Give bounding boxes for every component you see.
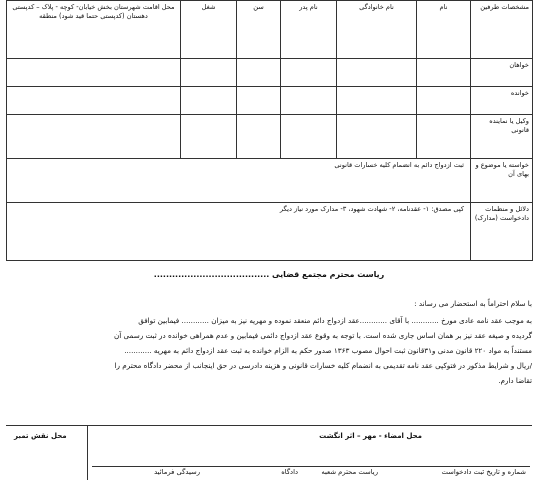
letter-line: گردیده و صیغه عقد نیز بر همان اساس جاری شده است. با توجه به وقوع عقد ازدواج دائمی فیمابین و عدم همراهی خوانده در ثبت رسمی آن — [114, 331, 532, 340]
parties-table — [6, 0, 533, 261]
letter-line: /ریال و شرایط مذکور در فتوکپی عقد نامه تقدیمی به انضمام کلیه خسارات قانونی و هزینه دادرسی در حق اینجانب از محضر دادگاه محترم را — [114, 361, 532, 370]
table-row-evidence — [7, 203, 533, 261]
claim-value[interactable]: ثبت ازدواج دائم به انضمام کلیه خسارات قانونی — [7, 159, 471, 203]
petition-form — [6, 0, 532, 480]
lawyer-address-field[interactable] — [7, 115, 181, 159]
letter-greeting: با سلام احتراماً به استحضار می رساند : — [414, 299, 532, 308]
letter-line: تقاضا دارم. — [498, 376, 532, 385]
signature-label: محل امضاء - مهر – اثر انگشت — [319, 432, 422, 440]
header-first-name: نام — [417, 1, 471, 59]
registration-branch: ریاست محترم شعبه — [321, 468, 378, 476]
plaintiff-last-name-field[interactable] — [337, 59, 417, 87]
registration-court: دادگاه — [281, 468, 298, 476]
registration-referral: رسیدگی فرمائید — [154, 468, 200, 476]
lawyer-father-name-field[interactable] — [281, 115, 337, 159]
plaintiff-father-name-field[interactable] — [281, 59, 337, 87]
registration-strip — [92, 466, 530, 480]
lawyer-job-field[interactable] — [181, 115, 237, 159]
header-address: محل اقامت شهرستان بخش خیابان- کوچه - پلاک – کدپستی دهستان (کدپستی حتما قید شود) منطقه — [7, 1, 181, 59]
evidence-value[interactable]: کپی مصدق: ۱- عقدنامه، ۲- شهادت شهود، ۳- مدارک مورد نیاز دیگر — [7, 203, 471, 261]
lawyer-last-name-field[interactable] — [337, 115, 417, 159]
table-row-claim — [7, 159, 533, 203]
letter-line: مستنداً به مواد ۲۲۰ قانون مدنی و۳۱قانون ثبت احوال مصوب ۱۳۶۳ صدور حکم به الزام خوانده به ثبت عقد ازدواج دائم به مهریه ............ — [124, 346, 532, 355]
header-job: شغل — [181, 1, 237, 59]
table-row-lawyer — [7, 115, 533, 159]
registration-number-date: شماره و تاریخ ثبت دادخواست — [441, 468, 526, 476]
header-last-name: نام خانوادگی — [337, 1, 417, 59]
table-row-plaintiff — [7, 59, 533, 87]
lawyer-age-field[interactable] — [237, 115, 281, 159]
table-row-defendant — [7, 87, 533, 115]
defendant-last-name-field[interactable] — [337, 87, 417, 115]
plaintiff-address-field[interactable] — [7, 59, 181, 87]
letter-body — [6, 296, 532, 388]
header-father-name: نام پدر — [281, 1, 337, 59]
lawyer-first-name-field[interactable] — [417, 115, 471, 159]
table-header-row — [7, 1, 533, 59]
row-label-evidence: دلائل و منظمات دادخواست (مدارک) — [471, 203, 533, 261]
defendant-age-field[interactable] — [237, 87, 281, 115]
stamp-label: محل نقش تمبر — [14, 432, 67, 440]
plaintiff-first-name-field[interactable] — [417, 59, 471, 87]
row-label-plaintiff: خواهان — [471, 59, 533, 87]
row-label-lawyer: وکیل یا نماینده قانونی — [471, 115, 533, 159]
header-age: سن — [237, 1, 281, 59]
letter-line: به موجب عقد نامه عادی مورخ ............ با آقای ............عقد ازدواج دائم منعقد نموده و مهریه نیز به میزان ............ فیمابین توافق — [138, 316, 532, 325]
row-label-defendant: خوانده — [471, 87, 533, 115]
plaintiff-age-field[interactable] — [237, 59, 281, 87]
defendant-job-field[interactable] — [181, 87, 237, 115]
header-parties: مشخصات طرفین — [471, 1, 533, 59]
plaintiff-job-field[interactable] — [181, 59, 237, 87]
defendant-father-name-field[interactable] — [281, 87, 337, 115]
row-label-claim: خواسته یا موضوع و بهای آن — [471, 159, 533, 203]
court-title: ریاست محترم مجتمع قضایی ...................................... — [153, 270, 385, 279]
defendant-address-field[interactable] — [7, 87, 181, 115]
defendant-first-name-field[interactable] — [417, 87, 471, 115]
